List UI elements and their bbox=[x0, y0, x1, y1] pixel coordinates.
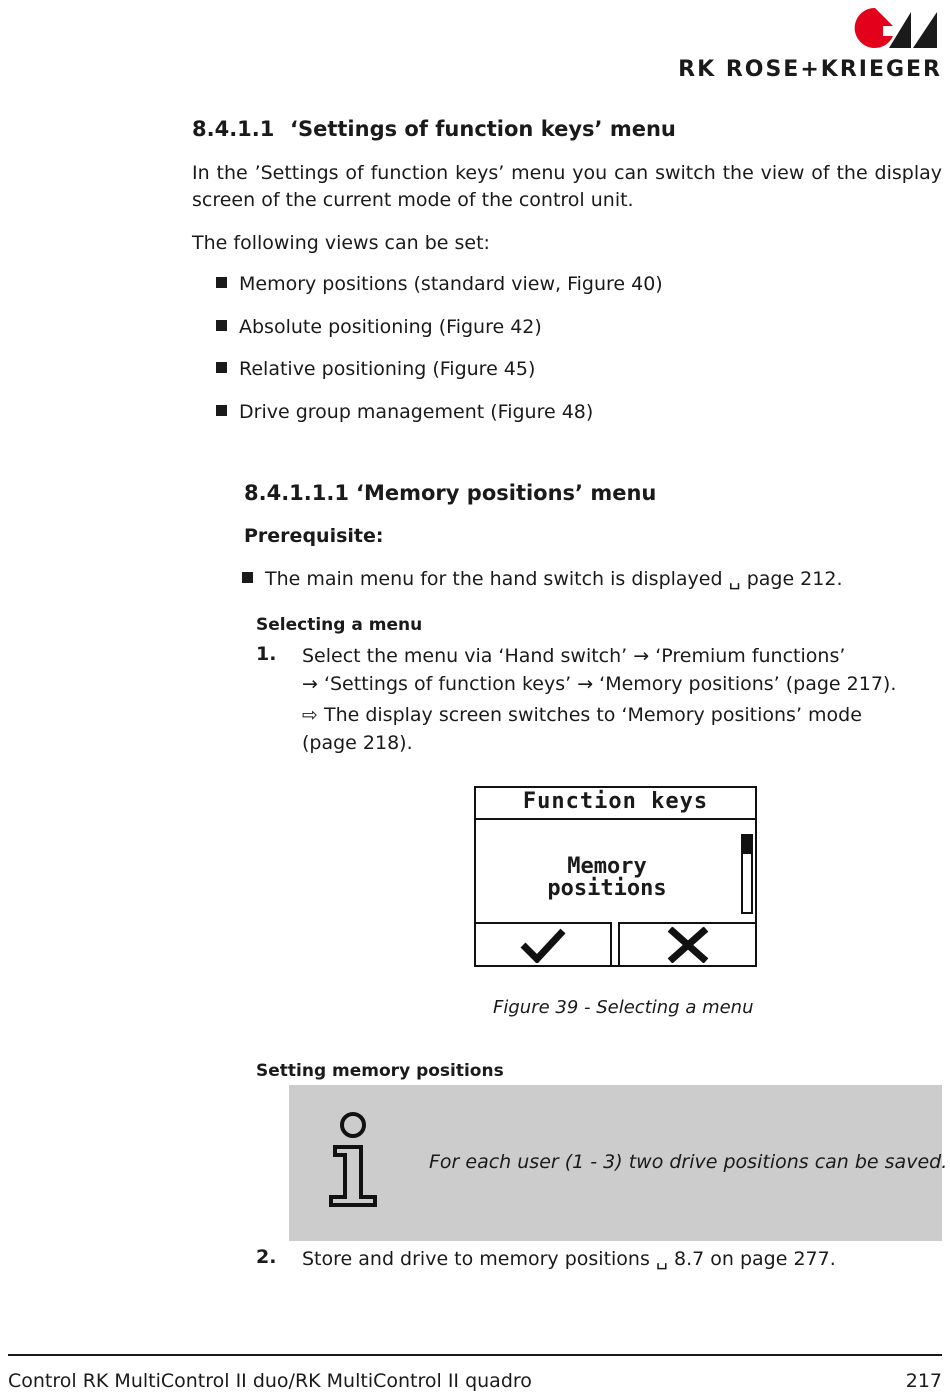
info-note bbox=[289, 1085, 948, 1241]
checkmark-icon bbox=[519, 927, 567, 963]
bullet-square-icon bbox=[216, 362, 227, 373]
subsection-heading bbox=[244, 481, 656, 505]
bullet-square-icon bbox=[216, 405, 227, 416]
info-icon bbox=[327, 1111, 381, 1209]
page-number: 217 bbox=[905, 1370, 942, 1392]
selecting-menu-heading: Selecting a menu bbox=[256, 615, 423, 635]
step-number: 2. bbox=[256, 1246, 277, 1268]
brand-name: RK ROSE+KRIEGER bbox=[678, 57, 942, 82]
prerequisite-item: The main menu for the hand switch is displayed ␣ page 212. bbox=[242, 568, 843, 590]
list-item: Drive group management (Figure 48) bbox=[216, 401, 593, 423]
step-text: Store and drive to memory positions ␣ 8.7 on page 277. bbox=[302, 1248, 836, 1270]
subsection-title: ‘Memory positions’ menu bbox=[356, 481, 657, 505]
screen-scrollbar bbox=[741, 834, 753, 914]
bullet-square-icon bbox=[216, 320, 227, 331]
section-title: ‘Settings of function keys’ menu bbox=[290, 117, 676, 141]
list-item: Relative positioning (Figure 45) bbox=[216, 358, 535, 380]
close-icon bbox=[666, 927, 710, 963]
step-text: Select the menu via ‘Hand switch’ → ‘Premium functions’ → ‘Settings of function keys’ → ‘Memory positions’ (page 217). bbox=[302, 645, 897, 695]
display-screen-figure bbox=[474, 786, 757, 967]
list-item: Absolute positioning (Figure 42) bbox=[216, 316, 542, 338]
cancel-softkey bbox=[618, 922, 755, 965]
section-number: 8.4.1.1 bbox=[192, 117, 275, 141]
bullet-square-icon bbox=[242, 572, 253, 583]
figure-caption: Figure 39 - Selecting a menu bbox=[493, 997, 754, 1018]
screen-menu-entry: Memory positions bbox=[547, 854, 667, 901]
list-item: Memory positions (standard view, Figure 40) bbox=[216, 273, 663, 295]
step-result: ⇨ The display screen switches to ‘Memory positions’ mode (page 218). bbox=[302, 704, 862, 754]
prerequisite-label: Prerequisite: bbox=[244, 525, 384, 547]
step-number: 1. bbox=[256, 643, 277, 665]
confirm-softkey bbox=[476, 922, 612, 965]
subsection-number: 8.4.1.1.1 bbox=[244, 481, 349, 505]
section-heading bbox=[192, 117, 676, 141]
footer-divider bbox=[8, 1354, 942, 1356]
rose-krieger-logo-icon bbox=[853, 6, 943, 50]
views-lead: The following views can be set: bbox=[192, 232, 490, 254]
intro-paragraph: In the ’Settings of function keys’ menu you can switch the view of the display screen of the current mode of the control unit. bbox=[192, 162, 942, 211]
note-text: For each user (1 - 3) two drive positions can be saved. bbox=[429, 1151, 948, 1173]
screen-title: Function keys bbox=[476, 788, 755, 820]
bullet-square-icon bbox=[216, 277, 227, 288]
setting-memory-heading: Setting memory positions bbox=[256, 1061, 504, 1081]
footer-document-title: Control RK MultiControl II duo/RK MultiControl II quadro bbox=[8, 1370, 532, 1392]
